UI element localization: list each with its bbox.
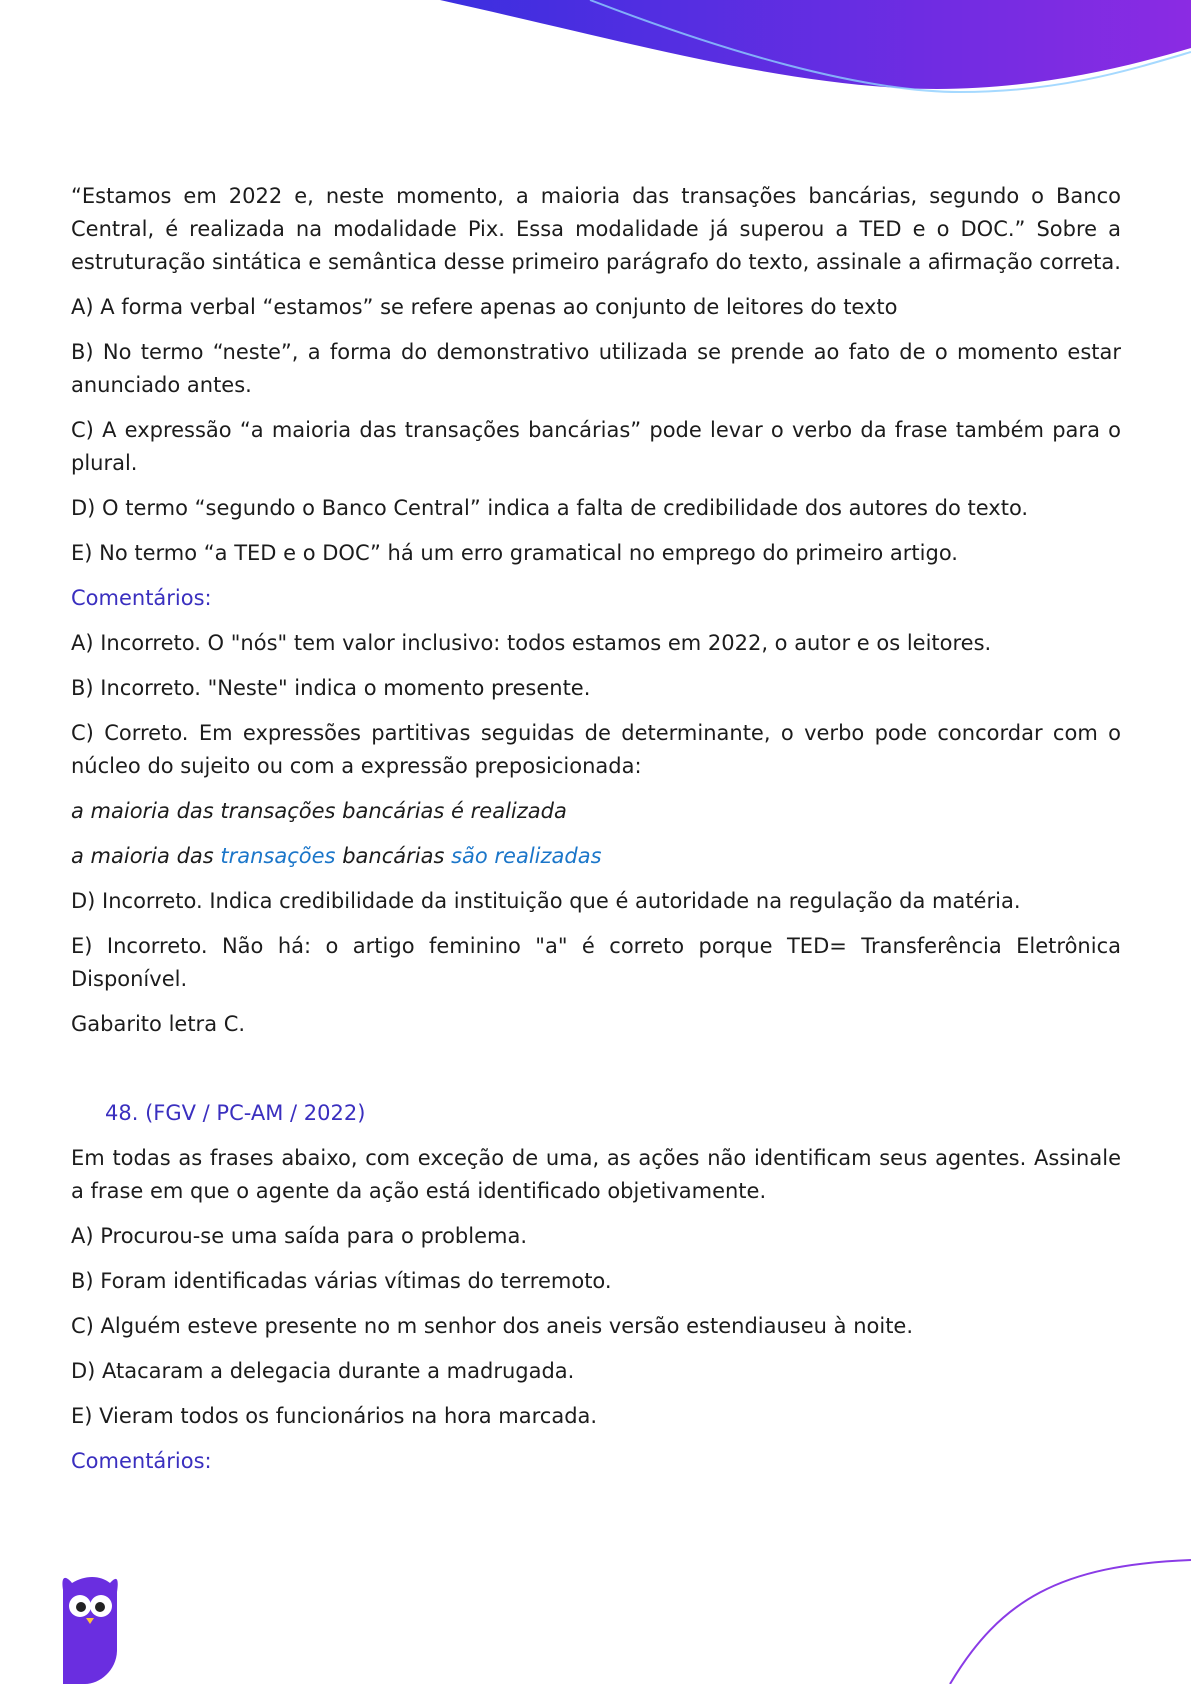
q48-option-b: B) Foram identificadas várias vítimas do terremoto. — [71, 1269, 612, 1293]
header-wave — [440, 0, 1191, 89]
q47-option-d: D) O termo “segundo o Banco Central” indica a falta de credibilidade dos autores do texto. — [71, 496, 1029, 520]
q48-option-d: D) Atacaram a delegacia durante a madrugada. — [71, 1359, 575, 1383]
q47-option-e: E) No termo “a TED e o DOC” há um erro gramatical no emprego do primeiro artigo. — [71, 541, 958, 565]
q47-comment-b: B) Incorreto. "Neste" indica o momento presente. — [71, 676, 591, 700]
q47-comment-d: D) Incorreto. Indica credibilidade da instituição que é autoridade na regulação da matéria. — [71, 889, 1021, 913]
document-body — [71, 180, 1121, 1490]
owl-logo-icon — [62, 1577, 117, 1684]
question-48-title: 48. (FGV / PC-AM / 2022) — [105, 1101, 366, 1125]
question-48-stem: Em todas as frases abaixo, com exceção de uma, as ações não identificam seus agentes. Assinale a frase em que o agente da ação está identificado objetivamente. — [71, 1146, 1121, 1203]
example-verb-singular: é realizada — [451, 799, 567, 823]
q48-comments-heading: Comentários: — [71, 1449, 212, 1473]
example-text: a maioria das — [71, 844, 221, 868]
q47-answer: Gabarito letra C. — [71, 1012, 246, 1036]
q47-option-b: B) No termo “neste”, a forma do demonstrativo utilizada se prende ao fato de o momento estar anunciado antes. — [71, 340, 1121, 397]
q47-comment-c: C) Correto. Em expressões partitivas seguidas de determinante, o verbo pode concordar com o núcleo do sujeito ou com a expressão preposicionada: — [71, 721, 1121, 778]
q48-option-e: E) Vieram todos os funcionários na hora marcada. — [71, 1404, 598, 1428]
q47-comments-heading: Comentários: — [71, 586, 212, 610]
example-verb-plural: são realizadas — [451, 844, 602, 868]
q47-example-singular — [71, 795, 1121, 828]
section-spacer — [71, 1053, 1121, 1097]
q48-option-a: A) Procurou-se uma saída para o problema. — [71, 1224, 528, 1248]
q47-option-a: A) A forma verbal “estamos” se refere apenas ao conjunto de leitores do texto — [71, 295, 898, 319]
example-text: bancárias — [335, 844, 452, 868]
footer-curve — [950, 1560, 1191, 1684]
example-text: a maioria das transações bancárias — [71, 799, 452, 823]
q47-option-c: C) A expressão “a maioria das transações bancárias” pode levar o verbo da frase também para o plural. — [71, 418, 1121, 475]
example-highlight-noun: transações — [220, 844, 336, 868]
question-47-stem: “Estamos em 2022 e, neste momento, a maioria das transações bancárias, segundo o Banco Central, é realizada na modalidade Pix. Essa modalidade já superou a TED e o DOC.” Sobre a estruturação sintática e semântica desse primeiro parágrafo do texto, assinale a afirmação correta. — [71, 184, 1121, 274]
q47-comment-e: E) Incorreto. Não há: o artigo feminino "a" é correto porque TED= Transferência Eletrônica Disponível. — [71, 934, 1121, 991]
q48-option-c: C) Alguém esteve presente no m senhor dos aneis versão estendiauseu à noite. — [71, 1314, 914, 1338]
q47-example-plural — [71, 840, 1121, 873]
q47-comment-a: A) Incorreto. O "nós" tem valor inclusivo: todos estamos em 2022, o autor e os leitores. — [71, 631, 992, 655]
